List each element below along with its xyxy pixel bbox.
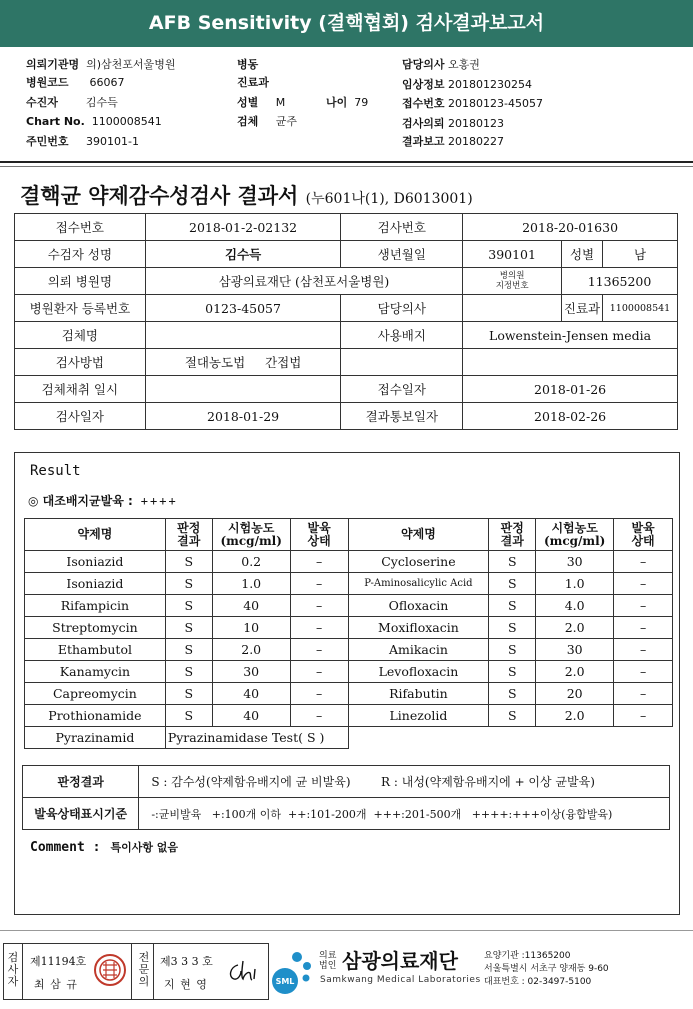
legend-table <box>22 765 670 830</box>
report-banner: AFB Sensitivity (결핵협회) 검사결과보고서 <box>0 0 693 47</box>
dept-label: 진료과 <box>562 295 603 322</box>
request-field: 검사의뢰 20180123 <box>402 117 505 130</box>
drug-conc: 40 <box>212 705 290 727</box>
pza-row <box>25 727 673 749</box>
receipt-no: 2018-01-2-02132 <box>145 214 341 241</box>
hospital-field: 의뢰기관명 의)삼천포서울병원 <box>26 58 176 71</box>
header-divider <box>0 161 693 163</box>
drug-conc: 20 <box>536 683 614 705</box>
drug-conc: 2.0 <box>536 705 614 727</box>
judge-legend-text: S : 감수성(약제함유배지에 균 비발육) R : 내성(약제함유배지에 + 이상 균발육) <box>139 766 670 798</box>
drug-name: Capreomycin <box>25 683 166 705</box>
dob: 390101 <box>463 241 562 268</box>
collect-label: 검체채취 일시 <box>15 376 146 403</box>
test-no: 2018-20-01630 <box>463 214 678 241</box>
drug-result: S <box>489 573 536 595</box>
hospital: 삼광의료재단 (삼천포서울병원) <box>145 268 462 295</box>
report-field: 결과보고 20180227 <box>402 135 505 148</box>
drug-name: Moxifloxacin <box>348 617 489 639</box>
drug-row <box>25 661 673 683</box>
drug-name: Ethambutol <box>25 639 166 661</box>
conc-col-header: 시험농도 (mcg/ml) <box>536 519 614 551</box>
drug-result: S <box>165 639 212 661</box>
hospital-label: 의뢰 병원명 <box>15 268 146 295</box>
title-code: (누601나(1), D6013001) <box>305 191 473 207</box>
doctor-label: 담당의사 <box>341 295 463 322</box>
drug-result: S <box>489 595 536 617</box>
method-empty <box>341 349 463 376</box>
drug-conc: 40 <box>212 683 290 705</box>
sex-label: 성별 <box>562 241 603 268</box>
patient-name: 김수득 <box>145 241 341 268</box>
chart-field: Chart No. 1100008541 <box>26 115 162 128</box>
org-name-en: Samkwang Medical Laboratories <box>320 975 481 985</box>
drug-growth: – <box>290 617 348 639</box>
drug-growth: – <box>614 705 673 727</box>
drug-growth: – <box>290 639 348 661</box>
drug-conc: 1.0 <box>536 573 614 595</box>
drug-name: Isoniazid <box>25 573 166 595</box>
table-row <box>15 349 678 376</box>
drug-row <box>25 683 673 705</box>
judge-col-header: 판정 결과 <box>165 519 212 551</box>
drug-name: Rifampicin <box>25 595 166 617</box>
reg-no: 0123-45057 <box>145 295 341 322</box>
table-row <box>15 403 678 430</box>
clinical-field: 임상정보 201801230254 <box>402 78 532 91</box>
dept-field: 진료과 <box>237 76 269 89</box>
drug-result: S <box>165 551 212 573</box>
drug-growth: – <box>290 595 348 617</box>
drug-result: S <box>165 661 212 683</box>
table-row <box>15 322 678 349</box>
drug-growth: – <box>290 683 348 705</box>
specialist-no: 제3 3 3 호 <box>160 955 213 968</box>
judge-legend-label: 판정결과 <box>23 766 139 798</box>
drug-header-row <box>25 519 673 551</box>
org-prefix: 의료 법인 <box>319 951 337 971</box>
drug-row <box>25 617 673 639</box>
drug-conc: 0.2 <box>212 551 290 573</box>
drug-col-header: 약제명 <box>25 519 166 551</box>
pza-value: Pyrazinamidase Test( S ) <box>165 727 348 749</box>
name-label: 수검자 성명 <box>15 241 146 268</box>
notified-label: 결과통보일자 <box>341 403 463 430</box>
tester-label: 검사자 <box>7 951 19 988</box>
drug-growth: – <box>614 595 673 617</box>
code-field: 병원코드 66067 <box>26 76 125 89</box>
result-label: Result <box>30 463 81 479</box>
age-field: 나이 79 <box>326 96 369 109</box>
drug-row <box>25 551 673 573</box>
dept: 1100008541 <box>603 295 678 322</box>
test-no-label: 검사번호 <box>341 214 463 241</box>
drug-conc: 1.0 <box>212 573 290 595</box>
drug-growth: – <box>614 573 673 595</box>
dob-label: 생년월일 <box>341 241 463 268</box>
method: 절대농도법 간접법 <box>145 349 341 376</box>
drug-result: S <box>165 683 212 705</box>
table-row <box>15 295 678 322</box>
seal-icon <box>93 953 127 987</box>
drug-name: Isoniazid <box>25 551 166 573</box>
drug-result: S <box>489 551 536 573</box>
drug-name: Ofloxacin <box>348 595 489 617</box>
drug-name: Prothionamide <box>25 705 166 727</box>
specimen-field: 검체 균주 <box>237 115 298 128</box>
header-divider-thin <box>0 166 693 167</box>
specimen-label: 검체명 <box>15 322 146 349</box>
drug-growth: – <box>614 661 673 683</box>
drug-growth: – <box>614 617 673 639</box>
drug-row <box>25 705 673 727</box>
tester-no: 제11194호 <box>30 955 87 968</box>
drug-result: S <box>489 705 536 727</box>
control-growth: ◎ 대조배지균발육 : ++++ <box>28 494 178 508</box>
drug-growth: – <box>290 705 348 727</box>
drug-conc: 2.0 <box>212 639 290 661</box>
reg-label: 병원환자 등록번호 <box>15 295 146 322</box>
conc-col-header: 시험농도 (mcg/ml) <box>212 519 290 551</box>
footer-divider <box>0 930 693 931</box>
drug-conc: 30 <box>212 661 290 683</box>
drug-name: Streptomycin <box>25 617 166 639</box>
drug-growth: – <box>614 683 673 705</box>
drug-row <box>25 573 673 595</box>
received-label: 접수일자 <box>341 376 463 403</box>
sml-badge-text: SML <box>275 977 295 986</box>
drug-conc: 30 <box>536 551 614 573</box>
info-table <box>14 213 678 430</box>
growth-col-header: 발육 상태 <box>614 519 673 551</box>
drug-table <box>24 518 673 749</box>
drug-growth: – <box>290 551 348 573</box>
rrn-field: 주민번호 390101-1 <box>26 135 139 148</box>
drug-result: S <box>165 573 212 595</box>
drug-result: S <box>489 661 536 683</box>
drug-conc: 4.0 <box>536 595 614 617</box>
media: Lowenstein-Jensen media <box>463 322 678 349</box>
drug-name: Linezolid <box>348 705 489 727</box>
org-info: 요양기관 :11365200 서울특별시 서초구 양재동 9-60 대표번호 : 02-3497-5100 <box>484 951 609 987</box>
method-label: 검사방법 <box>15 349 146 376</box>
signature-icon <box>224 955 262 987</box>
table-row <box>15 214 678 241</box>
receipt-field: 접수번호 20180123-45057 <box>402 97 543 110</box>
drug-name: Rifabutin <box>348 683 489 705</box>
drug-result: S <box>489 683 536 705</box>
drug-growth: – <box>614 639 673 661</box>
received: 2018-01-26 <box>463 376 678 403</box>
doctor <box>463 295 562 322</box>
notified: 2018-02-26 <box>463 403 678 430</box>
drug-growth: – <box>290 661 348 683</box>
drug-conc: 40 <box>212 595 290 617</box>
specialist-label: 전문의 <box>138 951 150 988</box>
drug-growth: – <box>290 573 348 595</box>
designated-no: 11365200 <box>562 268 678 295</box>
drug-conc: 30 <box>536 639 614 661</box>
drug-result: S <box>489 617 536 639</box>
growth-legend-text: -:균비발육 +:100개 이하 ++:101-200개 +++:201-500개 ++++:+++이상(융합발육) <box>139 798 670 830</box>
table-row <box>15 241 678 268</box>
tested-label: 검사일자 <box>15 403 146 430</box>
sex-field: 성별 M <box>237 96 286 109</box>
drug-result: S <box>165 617 212 639</box>
designated-label: 병의원 지정번호 <box>463 268 562 295</box>
legend-row <box>23 766 670 798</box>
drug-result: S <box>489 639 536 661</box>
drug-conc: 2.0 <box>536 617 614 639</box>
drug-name: Levofloxacin <box>348 661 489 683</box>
drug-name: P-Aminosalicylic Acid <box>348 573 489 595</box>
tested: 2018-01-29 <box>145 403 341 430</box>
patient-field: 수진자 김수득 <box>26 96 118 109</box>
comment: Comment : 특이사항 없음 <box>30 840 179 855</box>
drug-name: Amikacin <box>348 639 489 661</box>
media-label: 사용배지 <box>341 322 463 349</box>
drug-name: Cycloserine <box>348 551 489 573</box>
drug-growth: – <box>614 551 673 573</box>
legend-row <box>23 798 670 830</box>
pza-name: Pyrazinamid <box>25 727 166 749</box>
drug-result: S <box>165 595 212 617</box>
drug-name: Kanamycin <box>25 661 166 683</box>
drug-row <box>25 595 673 617</box>
sml-logo-icon <box>271 944 317 996</box>
table-row <box>15 376 678 403</box>
drug-result: S <box>165 705 212 727</box>
drug-conc: 2.0 <box>536 661 614 683</box>
specimen <box>145 322 341 349</box>
receipt-no-label: 접수번호 <box>15 214 146 241</box>
growth-col-header: 발육 상태 <box>290 519 348 551</box>
page-title: 결핵균 약제감수성검사 결과서 (누601나(1), D6013001) <box>20 183 473 208</box>
judge-col-header: 판정 결과 <box>489 519 536 551</box>
tester-name: 최 삼 규 <box>34 978 78 991</box>
table-row <box>15 268 678 295</box>
doctor-field: 담당의사 오홍권 <box>402 58 480 71</box>
specialist-name: 지 현 영 <box>164 978 208 991</box>
sex: 남 <box>603 241 678 268</box>
method-empty-2 <box>463 349 678 376</box>
drug-conc: 10 <box>212 617 290 639</box>
drug-col-header: 약제명 <box>348 519 489 551</box>
growth-legend-label: 발육상태표시기준 <box>23 798 139 830</box>
collect <box>145 376 341 403</box>
org-name: 삼광의료재단 <box>342 949 458 973</box>
ward-field: 병동 <box>237 58 259 71</box>
drug-row <box>25 639 673 661</box>
